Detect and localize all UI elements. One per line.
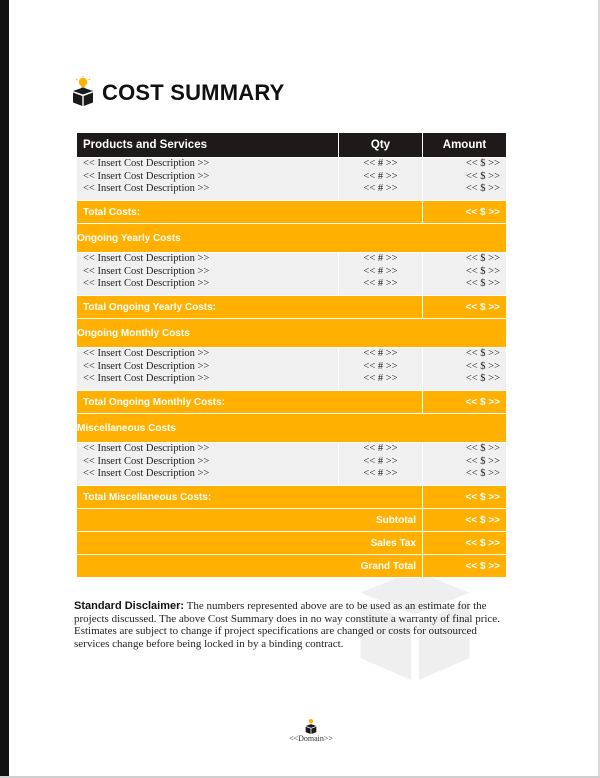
cost-description: << Insert Cost Description >> [83, 170, 210, 182]
table-row [77, 253, 507, 296]
total-label: Total Costs: [77, 201, 423, 224]
qty-cell [339, 158, 423, 201]
grand-total-value: << $ >> [423, 555, 507, 578]
amount-value: << $ >> [465, 468, 500, 479]
total-value: << $ >> [423, 296, 507, 319]
box-lightbulb-icon [72, 76, 94, 106]
category-label: Ongoing Yearly Costs [77, 224, 507, 253]
amount-cell [423, 348, 507, 391]
sales-tax-value: << $ >> [423, 532, 507, 555]
amount-value: << $ >> [465, 443, 500, 454]
total-value: << $ >> [423, 391, 507, 414]
qty-value: << # >> [363, 468, 398, 479]
amount-value: << $ >> [465, 278, 500, 289]
qty-value: << # >> [363, 253, 398, 264]
description-cell [77, 253, 339, 296]
total-row [77, 486, 507, 509]
cost-description: << Insert Cost Description >> [83, 158, 210, 169]
category-label: Ongoing Monthly Costs [77, 319, 507, 348]
qty-value: << # >> [363, 278, 398, 289]
sales-tax-row [77, 532, 507, 555]
sales-tax-label: Sales Tax [77, 532, 423, 555]
header-amount: Amount [423, 133, 507, 158]
amount-cell [423, 443, 507, 486]
page-title: COST SUMMARY [102, 80, 285, 105]
qty-value: << # >> [363, 373, 398, 384]
disclaimer-label: Standard Disclaimer: [74, 600, 185, 612]
cost-description: << Insert Cost Description >> [83, 183, 210, 194]
amount-cell [423, 253, 507, 296]
amount-cell [423, 158, 507, 201]
total-value: << $ >> [423, 486, 507, 509]
table-row [77, 443, 507, 486]
qty-value: << # >> [363, 443, 398, 454]
amount-value: << $ >> [465, 265, 500, 277]
total-row [77, 201, 507, 224]
table-header-row [77, 133, 507, 158]
disclaimer-text: The numbers represented above are to be used as an estimate for the projects discussed. The above Cost Summary does in no way constitute a warranty of final price. Estimates are subject to change if project specifications are changed or costs for outsourced services change before being locked in by a binding contract. [74, 600, 500, 650]
description-cell [77, 443, 339, 486]
subtotal-row [77, 509, 507, 532]
cost-description: << Insert Cost Description >> [83, 373, 210, 384]
qty-cell [339, 348, 423, 391]
subtotal-label: Subtotal [77, 509, 423, 532]
category-row [77, 414, 507, 443]
total-label: Total Ongoing Monthly Costs: [77, 391, 423, 414]
cost-description: << Insert Cost Description >> [83, 265, 210, 277]
qty-cell [339, 443, 423, 486]
qty-value: << # >> [363, 455, 398, 467]
amount-value: << $ >> [465, 348, 500, 359]
table-row [77, 158, 507, 201]
disclaimer [74, 600, 514, 650]
footer-domain: <<Domain>> [289, 734, 333, 743]
qty-value: << # >> [363, 158, 398, 169]
header-qty: Qty [339, 133, 423, 158]
cost-description: << Insert Cost Description >> [83, 348, 210, 359]
grand-total-label: Grand Total [77, 555, 423, 578]
cost-description: << Insert Cost Description >> [83, 278, 210, 289]
total-label: Total Ongoing Yearly Costs: [77, 296, 423, 319]
table-row [77, 348, 507, 391]
cost-description: << Insert Cost Description >> [83, 455, 210, 467]
amount-value: << $ >> [465, 373, 500, 384]
amount-value: << $ >> [465, 455, 500, 467]
total-row [77, 391, 507, 414]
qty-value: << # >> [363, 265, 398, 277]
grand-total-row [77, 555, 507, 578]
subtotal-value: << $ >> [423, 509, 507, 532]
description-cell [77, 158, 339, 201]
description-cell [77, 348, 339, 391]
category-label: Miscellaneous Costs [77, 414, 507, 443]
qty-value: << # >> [363, 170, 398, 182]
category-row [77, 224, 507, 253]
total-row [77, 296, 507, 319]
total-label: Total Miscellaneous Costs: [77, 486, 423, 509]
amount-value: << $ >> [465, 253, 500, 264]
cost-description: << Insert Cost Description >> [83, 360, 210, 372]
footer-logo-icon [305, 718, 317, 734]
cost-summary-table [76, 132, 507, 578]
page-left-border [0, 0, 9, 778]
amount-value: << $ >> [465, 360, 500, 372]
amount-value: << $ >> [465, 158, 500, 169]
amount-value: << $ >> [465, 170, 500, 182]
cost-description: << Insert Cost Description >> [83, 468, 210, 479]
cost-description: << Insert Cost Description >> [83, 443, 210, 454]
category-row [77, 319, 507, 348]
qty-value: << # >> [363, 360, 398, 372]
qty-value: << # >> [363, 183, 398, 194]
qty-value: << # >> [363, 348, 398, 359]
header-products: Products and Services [77, 133, 339, 158]
qty-cell [339, 253, 423, 296]
cost-description: << Insert Cost Description >> [83, 253, 210, 264]
total-value: << $ >> [423, 201, 507, 224]
amount-value: << $ >> [465, 183, 500, 194]
